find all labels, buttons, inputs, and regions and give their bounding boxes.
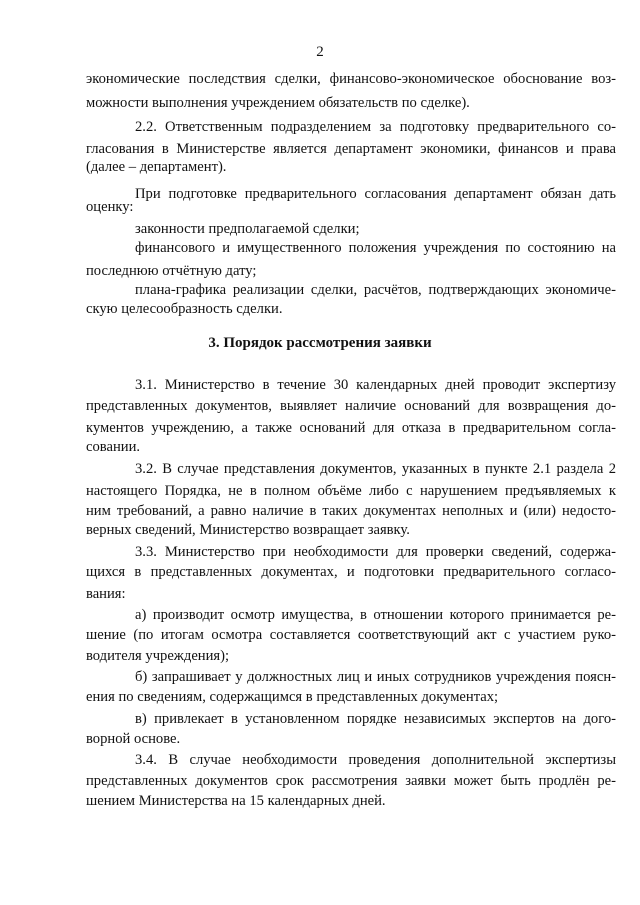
text-line: 2.2. Ответственным подразделением за подготовку предварительного со-: [135, 119, 616, 135]
text-line: представленных документов, выявляет наличие оснований для возвращения до-: [86, 398, 616, 414]
text-line: шение (по итогам осмотра составляется соответствующий акт с участием руко-: [86, 627, 616, 643]
section-heading: 3. Порядок рассмотрения заявки: [208, 335, 432, 351]
text-line: последнюю отчётную дату;: [86, 263, 257, 279]
text-line: ения по сведениям, содержащимся в представленных документах;: [86, 689, 499, 705]
text-line: шением Министерства на 15 календарных дней.: [86, 793, 386, 809]
text-line: в) привлекает в установленном порядке независимых экспертов на дого-: [135, 711, 616, 727]
text-line: 3.4. В случае необходимости проведения дополнительной экспертизы: [135, 752, 616, 768]
page-number: 2: [316, 44, 324, 60]
text-line: водителя учреждения);: [86, 648, 230, 664]
text-line: вания:: [86, 586, 126, 602]
text-line: При подготовке предварительного согласования департамент обязан дать: [135, 186, 616, 202]
text-line: можности выполнения учреждением обязательств по сделке).: [86, 95, 470, 111]
text-line: кументов учреждению, а также оснований для отказа в предварительном согла-: [86, 420, 616, 436]
text-line: 3.1. Министерство в течение 30 календарных дней проводит экспертизу: [135, 377, 616, 393]
text-line: скую целесообразность сделки.: [86, 301, 283, 317]
text-line: представленных документов срок рассмотрения заявки может быть продлён ре-: [86, 773, 616, 789]
text-line: ним требований, а равно наличие в таких документах неполных и (или) недосто-: [86, 503, 616, 519]
text-line: ворной основе.: [86, 731, 181, 747]
text-line: финансового и имущественного положения учреждения по состоянию на: [135, 240, 616, 256]
text-line: щихся в представленных документах, и подготовки предварительного согласо-: [86, 564, 616, 580]
text-line: 3.3. Министерство при необходимости для проверки сведений, содержа-: [135, 544, 616, 560]
text-line: гласования в Министерстве является департамент экономики, финансов и права: [86, 141, 616, 157]
text-line: верных сведений, Министерство возвращает заявку.: [86, 522, 410, 538]
text-line: совании.: [86, 439, 141, 455]
text-line: оценку:: [86, 199, 134, 215]
text-line: настоящего Порядка, не в полном объёме либо с нарушением предъявляемых к: [86, 483, 616, 499]
text-line: плана-графика реализации сделки, расчётов, подтверждающих экономиче-: [135, 282, 616, 298]
text-line: законности предполагаемой сделки;: [135, 221, 360, 237]
text-line: экономические последствия сделки, финансово-экономическое обоснование воз-: [86, 71, 616, 87]
text-line: а) производит осмотр имущества, в отношении которого принимается ре-: [135, 607, 616, 623]
text-line: 3.2. В случае представления документов, указанных в пункте 2.1 раздела 2: [135, 461, 616, 477]
text-line: (далее – департамент).: [86, 159, 227, 175]
text-line: б) запрашивает у должностных лиц и иных сотрудников учреждения поясн-: [135, 669, 616, 685]
